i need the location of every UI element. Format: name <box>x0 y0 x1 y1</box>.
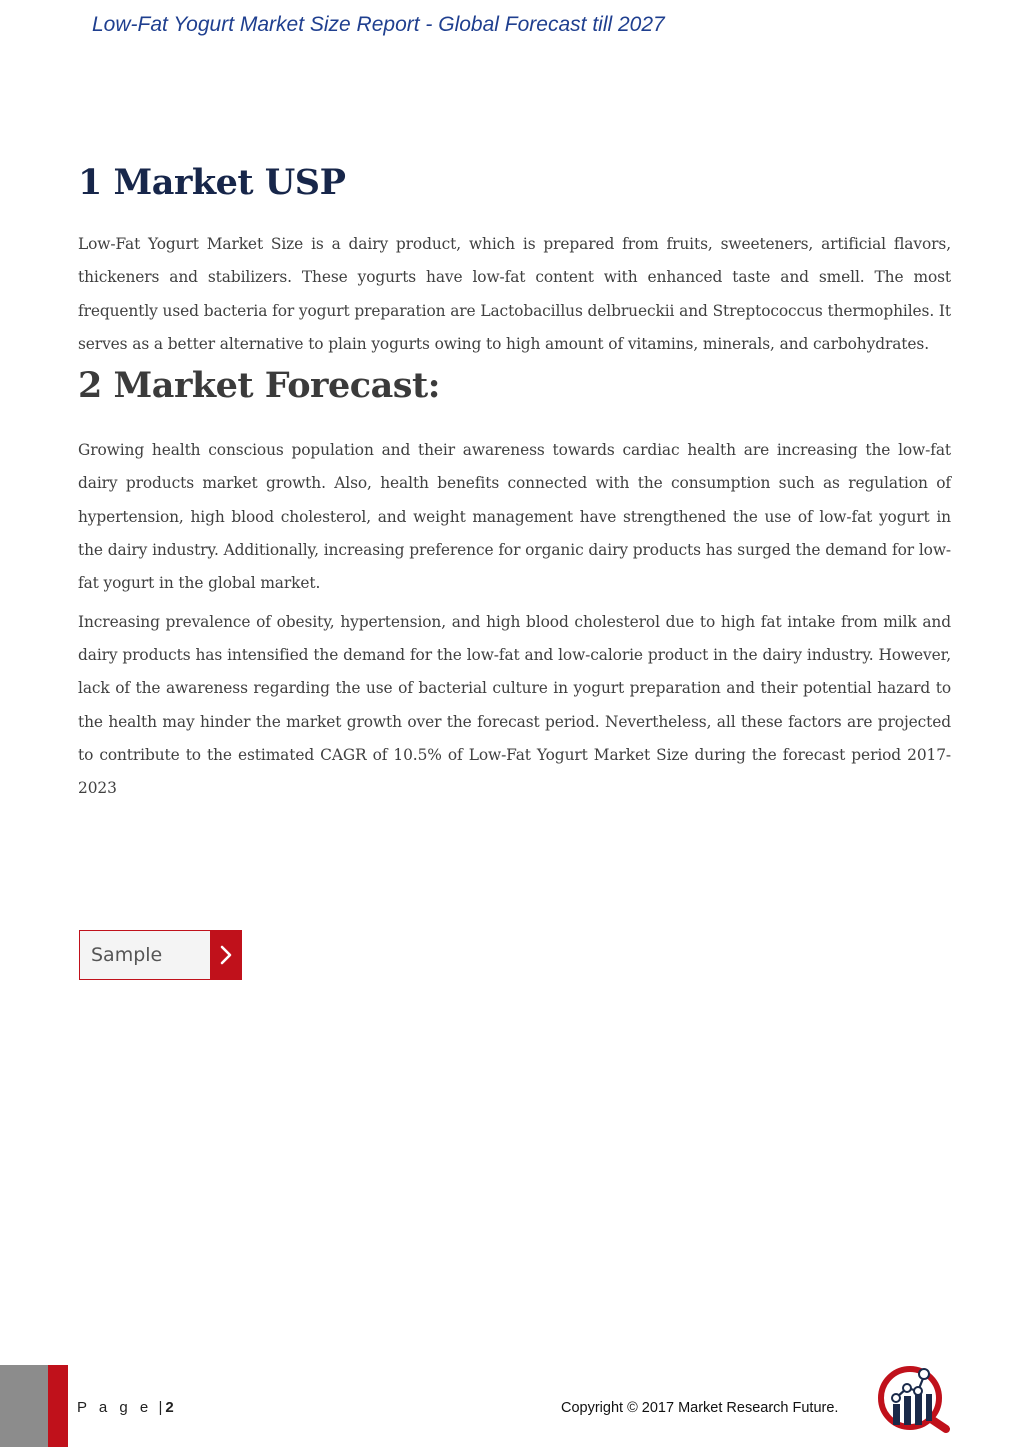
chevron-right-icon <box>210 931 241 979</box>
sample-button-label: Sample <box>91 944 163 966</box>
page-number: 2 <box>165 1399 174 1416</box>
page-word: P a g e <box>77 1399 153 1416</box>
page-number-label <box>77 1399 174 1416</box>
running-header-title: Low-Fat Yogurt Market Size Report - Global Forecast till 2027 <box>92 13 665 36</box>
footer-red-bar <box>48 1365 68 1447</box>
footer-grey-bar <box>0 1365 48 1447</box>
sample-button[interactable] <box>79 930 242 980</box>
market-usp-paragraph: Low-Fat Yogurt Market Size is a dairy product, which is prepared from fruits, sweeteners, artificial flavors, thickeners and stabilizers. These yogurts have low-fat content with enhanced taste and smell. The most frequently used bacteria for yogurt preparation are Lactobacillus delbrueckii and Streptococcus thermophiles. It serves as a better alternative to plain yogurts owing to high amount of vitamins, minerals, and carbohydrates. <box>78 235 951 353</box>
market-research-future-logo-icon <box>876 1364 952 1434</box>
copyright-text: Copyright © 2017 Market Research Future. <box>561 1400 839 1416</box>
page-separator: | <box>158 1399 163 1416</box>
market-forecast-paragraph-1: Growing health conscious population and their awareness towards cardiac health are increasing the low-fat dairy products market growth. Also, health benefits connected with the consumption such as regulation of hypertension, high blood cholesterol, and weight management have strengthened the use of low-fat yogurt in the dairy industry. Additionally, increasing preference for organic dairy products has surged the demand for low-fat yogurt in the global market. <box>78 441 951 593</box>
document-body <box>78 160 951 805</box>
section-heading-market-forecast: 2 Market Forecast: <box>78 365 441 407</box>
market-forecast-paragraph-2: Increasing prevalence of obesity, hypertension, and high blood cholesterol due to high fat intake from milk and dairy products has intensified the demand for the low-fat and low-calorie product in the dairy industry. However, lack of the awareness regarding the use of bacterial culture in yogurt preparation and their potential hazard to the health may hinder the market growth over the forecast period. Nevertheless, all these factors are projected to contribute to the estimated CAGR of 10.5% of Low-Fat Yogurt Market Size during the forecast period 2017-2023 <box>78 612 951 798</box>
section-heading-market-usp: 1 Market USP <box>78 162 346 203</box>
